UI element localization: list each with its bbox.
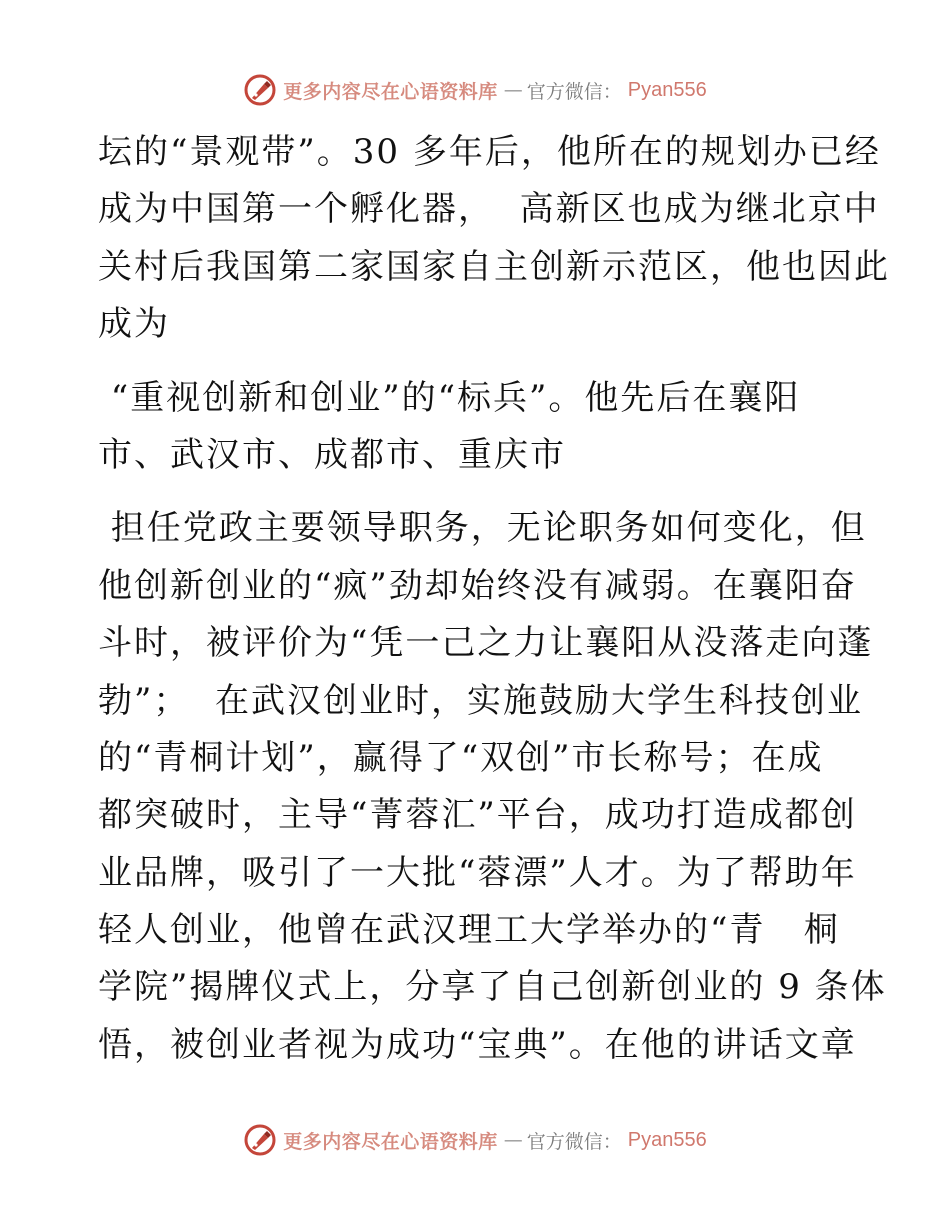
paragraph-1 <box>98 124 890 354</box>
watermark-dash: — <box>503 79 521 101</box>
text-line: 市、武汉市、成都市、重庆市 <box>98 434 566 475</box>
watermark-site-text: 更多内容尽在心语资料库 <box>283 1130 498 1153</box>
text-line: 轻人创业，他曾在武汉理工大学举办的“青 桐 <box>98 910 840 951</box>
watermark-official-label: 官方微信： <box>526 1130 622 1153</box>
pen-nib-logo-icon <box>243 1123 277 1157</box>
footer-watermark <box>0 1120 950 1160</box>
text-line: 坛的“景观带”。30 多年后，他所在的规划办已经 <box>98 132 881 172</box>
text-line: 业品牌，吸引了一大批“蓉漂”人才。为了帮助年 <box>98 852 857 893</box>
text-line: 成为中国第一个孵化器， 高新区也成为继北京中 <box>98 189 880 230</box>
text-line: 成为 <box>98 304 170 345</box>
text-line: 都突破时，主导“菁蓉汇”平台，成功打造成都创 <box>98 795 857 836</box>
text-line: “重视创新和创业”的“标兵”。他先后在襄阳 <box>98 377 801 418</box>
document-body <box>98 124 890 1074</box>
text-line: 他创新创业的“疯”劲却始终没有减弱。在襄阳奋 <box>98 565 857 606</box>
header-watermark <box>0 70 950 110</box>
watermark-site-text: 更多内容尽在心语资料库 <box>283 80 498 103</box>
text-line: 担任党政主要领导职务，无论职务如何变化，但 <box>98 508 867 549</box>
text-line: 学院”揭牌仪式上，分享了自己创新创业的 9 条体 <box>98 967 887 1008</box>
paragraph-3 <box>98 500 887 1074</box>
text-line: 关村后我国第二家国家自主创新示范区，他也因此 <box>98 246 890 287</box>
watermark-official-label: 官方微信： <box>526 80 622 103</box>
text-line: 悟，被创业者视为成功“宝典”。在他的讲话文章 <box>98 1024 857 1065</box>
text-line: 勃”； 在武汉创业时，实施鼓励大学生科技创业 <box>98 680 863 721</box>
pen-nib-logo-icon <box>243 73 277 107</box>
watermark-wechat-handle: Pyan556 <box>627 1128 707 1151</box>
paragraph-gap <box>98 354 858 370</box>
paragraph-gap <box>98 484 858 500</box>
paragraph-2 <box>98 370 858 485</box>
text-line: 的“青桐计划”，赢得了“双创”市长称号；在成 <box>98 737 824 778</box>
watermark-dash: — <box>503 1129 521 1151</box>
watermark-wechat-handle: Pyan556 <box>627 78 707 101</box>
text-line: 斗时，被评价为“凭一己之力让襄阳从没落走向蓬 <box>98 623 874 664</box>
